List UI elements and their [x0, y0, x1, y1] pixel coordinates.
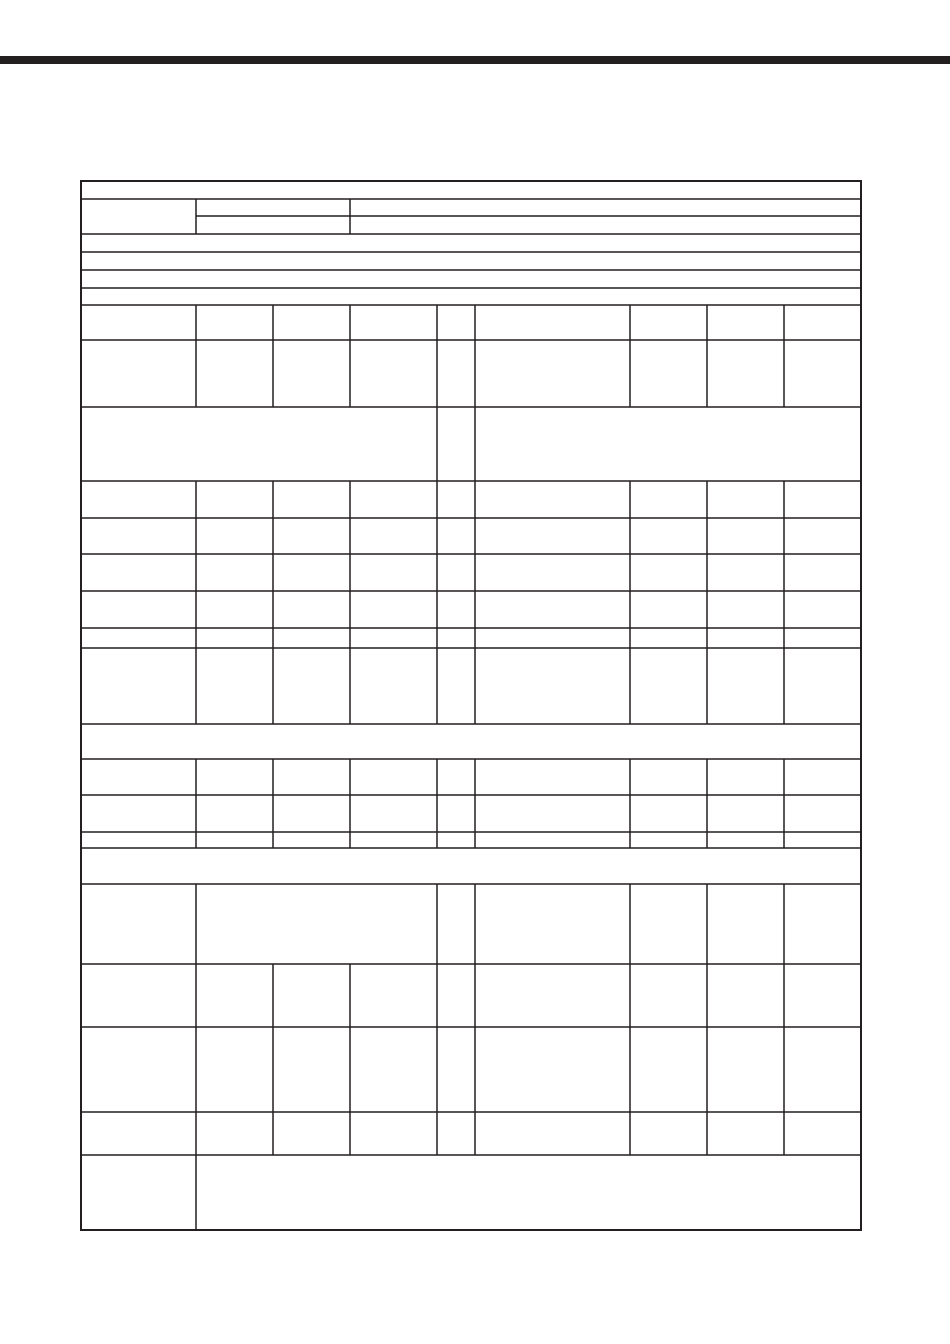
form-grid: [80, 180, 862, 1231]
form-outer-border: [81, 181, 861, 1230]
blank-form-table: [80, 180, 862, 1231]
top-rule: [0, 56, 950, 64]
